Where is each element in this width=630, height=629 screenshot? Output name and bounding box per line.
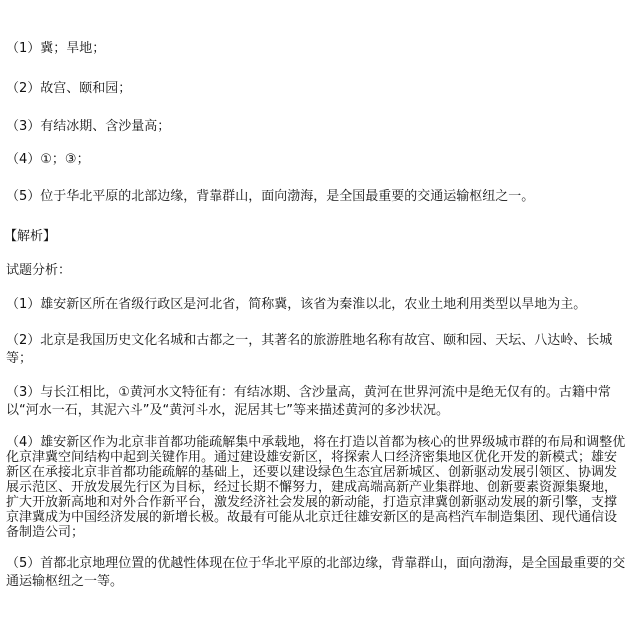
answer-1: （1）冀；旱地；	[6, 41, 106, 56]
analysis-2: （2）北京是我国历史文化名城和古都之一，其著名的旅游胜地名称有故宫、颐和园、天坛、八达岭、长城等；	[6, 333, 613, 366]
analysis-4: （4）雄安新区作为北京非首都功能疏解集中承载地，将在打造以首都为核心的世界级城市群的布局和调整优化京津冀空间结构中起到关键作用。通过建设雄安新区，将探索人口经济密集地区优化开发的新模式；雄安新区在承接北京非首都功能疏解的基础上，还要以建设绿色生态宜居新城区、创新驱动发展引领区、协调发展示范区、开放发展先行区为目标，经过长期不懈努力，建成高端高新产业集群地、创新要素资源集聚地，扩大开放新高地和对外合作新平台，激发经济社会发展的新动能，打造京津冀创新驱动发展的新引擎，支撑京津冀成为中国经济发展的新增长极。故最有可能从北京迁往雄安新区的是高档汽车制造集团、现代通信设备制造公司；	[6, 435, 626, 540]
analysis-3: （3）与长江相比，①黄河水文特征有：有结冰期、含沙量高，黄河在世界河流中是绝无仅有的。古籍中常以“河水一石，其泥六斗”及“黄河斗水，泥居其七”等来描述黄河的多沙状况。	[6, 385, 611, 418]
answer-4: （4）①；③；	[6, 152, 90, 167]
answer-5: （5）位于华北平原的北部边缘，背靠群山，面向渤海，是全国最重要的交通运输枢纽之一。	[6, 189, 535, 204]
analysis-5: （5）首都北京地理位置的优越性体现在位于华北平原的北部边缘，背靠群山，面向渤海，是全国最重要的交通运输枢纽之一等。	[6, 556, 626, 589]
answer-3: （3）有结冰期、含沙量高；	[6, 119, 171, 134]
analysis-intro: 试题分析：	[6, 263, 72, 278]
analysis-heading: 【解析】	[4, 229, 57, 244]
answer-2: （2）故宫、颐和园；	[6, 81, 132, 96]
analysis-1: （1）雄安新区所在省级行政区是河北省，简称冀，该省为秦淮以北，农业土地利用类型以旱地为主。	[6, 297, 587, 312]
